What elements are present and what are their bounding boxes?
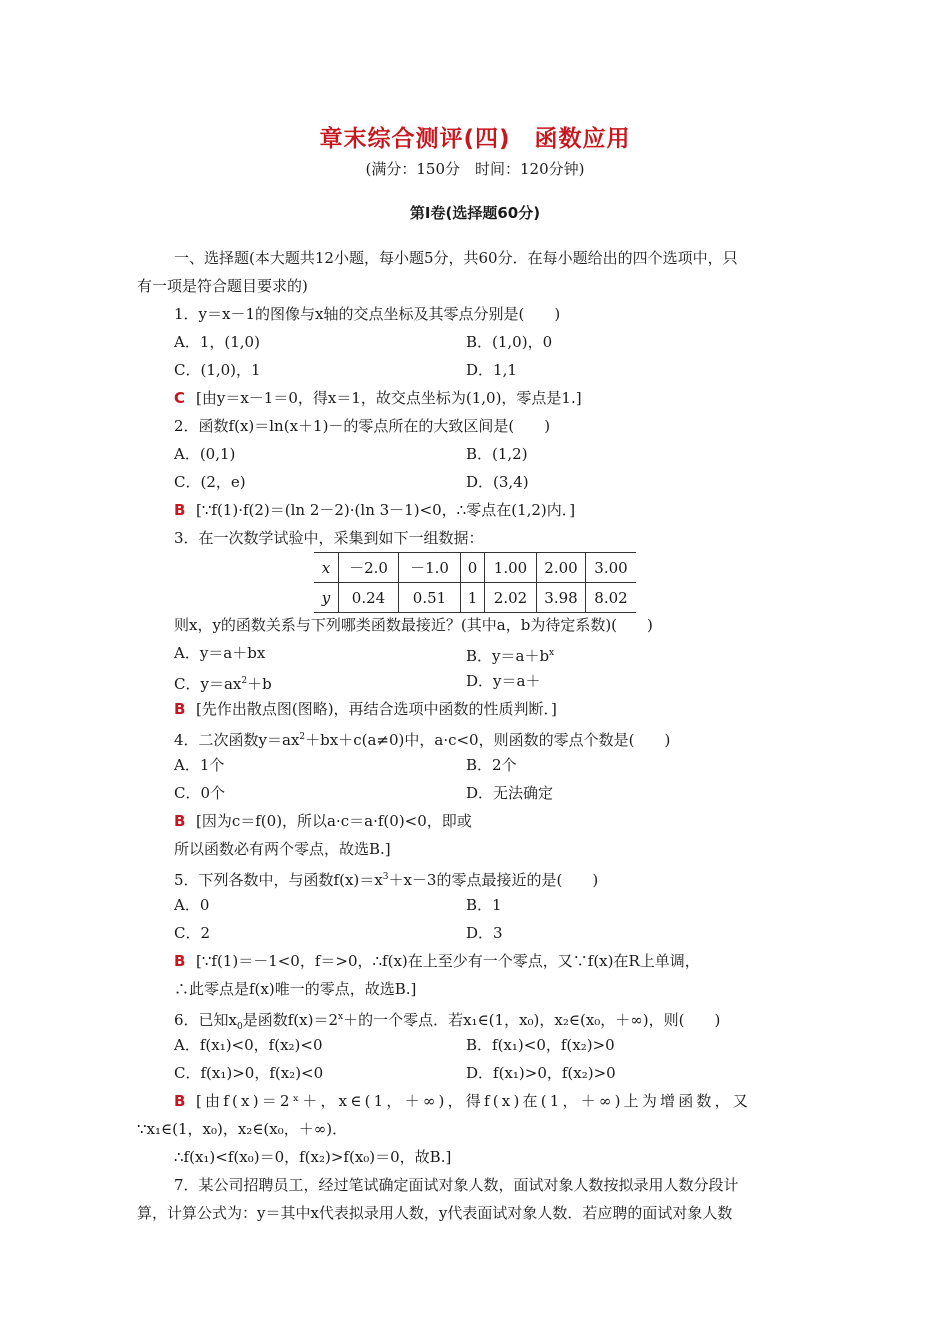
question-stem: 2．函数f(x)＝ln(x＋1)－的零点所在的大致区间是( ) <box>174 417 551 435</box>
answer-letter: B <box>174 1092 186 1110</box>
option-b: B．(1,0)，0 <box>466 333 553 351</box>
option-text: C．y＝ax <box>174 675 242 693</box>
superscript: x <box>338 1012 344 1022</box>
option-d: D．1,1 <box>466 361 517 379</box>
table-cell: 3.98 <box>537 583 586 613</box>
option-a: A．(0,1) <box>174 445 236 463</box>
option-d: D．f(x₁)>0，f(x₂)>0 <box>466 1064 616 1082</box>
table-cell: 3.00 <box>586 553 637 583</box>
table-cell: 2.02 <box>485 583 537 613</box>
superscript: 3 <box>382 872 389 882</box>
answer-line <box>174 500 575 520</box>
answer-letter: C <box>174 389 186 407</box>
stem-text: 5．下列各数中，与函数f(x)＝x <box>174 871 383 889</box>
answer-letter: B <box>174 812 186 830</box>
option-c: C．(2，e) <box>174 473 246 491</box>
option-c: C．f(x₁)>0，f(x₂)<0 <box>174 1064 324 1082</box>
option-a: A．0 <box>174 896 210 914</box>
table-cell: 1.00 <box>485 553 537 583</box>
question-stem <box>174 1007 720 1037</box>
option-d: D．(3,4) <box>466 473 529 491</box>
answer-letter: B <box>174 501 186 519</box>
stem-text: 6．已知x <box>174 1011 238 1029</box>
answer-line <box>174 699 557 719</box>
table-cell: 0.51 <box>399 583 461 613</box>
superscript: 2 <box>299 732 306 742</box>
question-stem: 7．某公司招聘员工，经过笔试确定面试对象人数，面试对象人数按拟录用人数分段计 <box>174 1176 739 1194</box>
question-stem: 3．在一次数学试验中，采集到如下一组数据： <box>174 529 484 547</box>
answer-explanation: 所以函数必有两个零点，故选B.] <box>174 840 391 858</box>
question-stem: 1．y＝x－1的图像与x轴的交点坐标及其零点分别是( ) <box>174 305 561 323</box>
stem-text: ＋的一个零点．若x₁∈(1，x₀)，x₂∈(x₀，＋∞)，则( ) <box>343 1011 721 1029</box>
option-d: D．y＝a＋ <box>466 672 541 690</box>
page-title: 章末综合测评(四) 函数应用 <box>319 126 631 152</box>
stem-text: 4．二次函数y＝ax <box>174 731 300 749</box>
option-c: C．(1,0)，1 <box>174 361 261 379</box>
answer-line <box>174 388 582 408</box>
data-table <box>314 552 636 613</box>
option-b <box>466 643 554 666</box>
answer-explanation: [由y＝x－1＝0，得x＝1，故交点坐标为(1,0)，零点是1.] <box>196 389 582 407</box>
intro-line: 一、选择题(本大题共12小题，每小题5分，共60分．在每小题给出的四个选项中，只 <box>174 249 738 267</box>
option-b: B．2个 <box>466 756 517 774</box>
option-c <box>174 671 272 694</box>
answer-explanation: [因为c＝f(0)，所以a·c＝a·f(0)<0，即或 <box>196 812 472 830</box>
question-stem <box>174 727 670 750</box>
superscript: 2 <box>241 676 248 686</box>
question-text: 则x，y的函数关系与下列哪类函数最接近？(其中a，b为待定系数)( ) <box>174 616 653 634</box>
option-b: B．f(x₁)<0，f(x₂)>0 <box>466 1036 615 1054</box>
stem-text: ＋bx＋c(a≠0)中，a·c<0，则函数的零点个数是( ) <box>305 731 671 749</box>
question-stem <box>174 867 598 890</box>
option-c: C．0个 <box>174 784 226 802</box>
section-heading: 第Ⅰ卷(选择题60分) <box>409 204 541 222</box>
answer-line <box>174 951 700 971</box>
option-c: C．2 <box>174 924 211 942</box>
answer-letter: B <box>174 700 186 718</box>
table-cell: 2.00 <box>537 553 586 583</box>
page-subtitle: (满分：150分 时间：120分钟) <box>365 160 585 178</box>
table-cell: 1 <box>461 583 485 613</box>
stem-text: 是函数f(x)＝2 <box>242 1011 339 1029</box>
option-a: A．f(x₁)<0，f(x₂)<0 <box>174 1036 323 1054</box>
table-cell: y <box>314 583 339 613</box>
answer-explanation: [由f(x)＝2ˣ＋，x∈(1，＋∞)，得f(x)在(1，＋∞)上为增函数，又 <box>196 1092 752 1110</box>
intro-line: 有一项是符合题目要求的) <box>137 277 308 295</box>
option-a: A．y＝a＋bx <box>174 644 266 662</box>
subscript: 0 <box>237 1022 243 1032</box>
answer-explanation: [∵f(1)＝－1<0，f＝>0，∴f(x)在上至少有一个零点，又∵f(x)在R上单调， <box>196 952 700 970</box>
option-text: ＋b <box>247 675 272 693</box>
answer-line <box>174 811 472 831</box>
option-d: D．3 <box>466 924 503 942</box>
table-cell: 0.24 <box>339 583 399 613</box>
table-row <box>314 553 636 583</box>
option-a: A．1，(1,0) <box>174 333 260 351</box>
table-cell: x <box>314 553 339 583</box>
answer-explanation: [∵f(1)·f(2)＝(ln 2－2)·(ln 3－1)<0，∴零点在(1,2)内．] <box>196 501 576 519</box>
table-cell: 8.02 <box>586 583 637 613</box>
answer-explanation: ∵x₁∈(1，x₀)，x₂∈(x₀，＋∞)． <box>137 1120 348 1138</box>
stem-text: ＋x－3的零点最接近的是( ) <box>388 871 599 889</box>
option-d: D．无法确定 <box>466 784 554 802</box>
table-cell: 0 <box>461 553 485 583</box>
answer-letter: B <box>174 952 186 970</box>
option-a: A．1个 <box>174 756 225 774</box>
option-b: B．(1,2) <box>466 445 528 463</box>
superscript: x <box>549 648 555 658</box>
answer-explanation: [先作出散点图(图略)，再结合选项中函数的性质判断．] <box>196 700 557 718</box>
option-text: B．y＝a＋b <box>466 647 550 665</box>
answer-explanation: ∴此零点是f(x)唯一的零点，故选B.] <box>174 980 417 998</box>
table-row <box>314 583 636 613</box>
table-cell: －2.0 <box>339 553 399 583</box>
question-stem: 算，计算公式为：y＝其中x代表拟录用人数，y代表面试对象人数．若应聘的面试对象人数 <box>137 1204 733 1222</box>
answer-line <box>174 1091 751 1111</box>
table-cell: －1.0 <box>399 553 461 583</box>
answer-explanation: ∴f(x₁)<f(x₀)＝0，f(x₂)>f(x₀)＝0，故B.] <box>174 1148 452 1166</box>
option-b: B．1 <box>466 896 502 914</box>
